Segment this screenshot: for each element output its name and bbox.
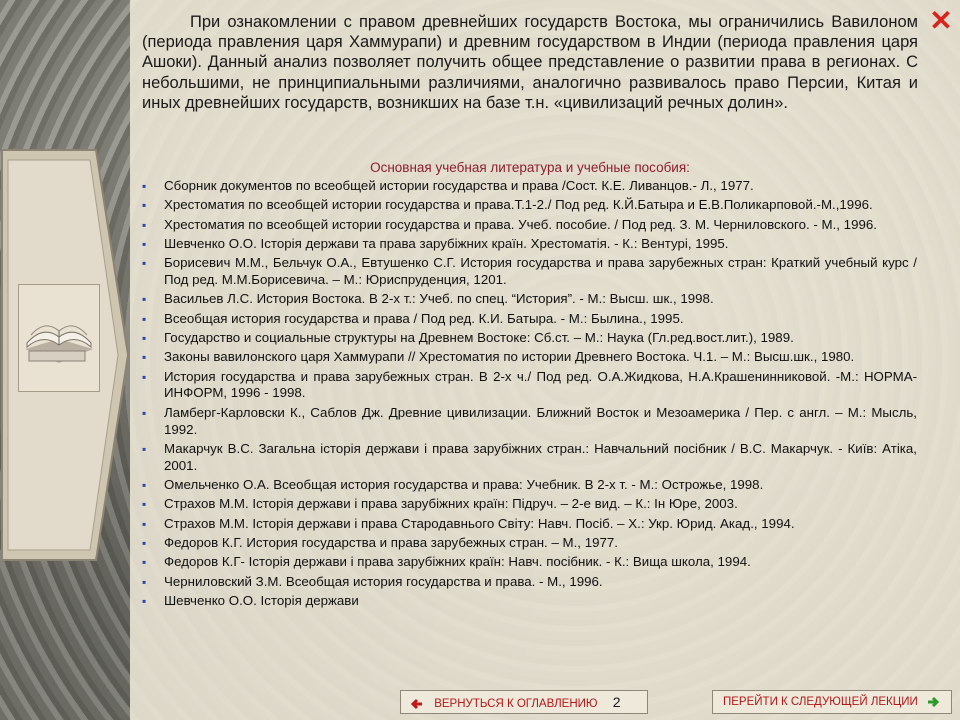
intro-paragraph: При ознакомлении с правом древнейших государств Востока, мы ограничились Вавилоном (периода правления царя Хаммурапи) и древним государством в Индии (периода правления царя Ашоки). Данный анализ позволяет получить общее представление о развитии права в регионах. С небольшими, не принципиальными различиями, аналогично развивалось право Персии, Китая и иных древнейших государств, возникших на базе т.н. «цивилизаций речных долин».	[142, 13, 918, 112]
arrow-left-icon	[409, 697, 425, 711]
list-item: ▪ Васильев Л.С. История Востока. В 2-х т.: Учеб. по спец. “История”. - М.: Высш. шк., 1998.	[142, 291, 917, 308]
next-lecture-button[interactable]	[712, 690, 952, 714]
page-fragment: 2	[612, 694, 621, 710]
list-item: ▪ Борисевич М.М., Бельчук О.А., Евтушенко С.Г. История государства и права зарубежных стран: Краткий учебный курс / Под ред. М.М.Борисевича. – М.: Юриспруденция, 1201.	[142, 255, 917, 289]
list-item: ▪ Федоров К.Г. История государства и права зарубежных стран. – М., 1977.	[142, 535, 917, 552]
list-item: ▪ Страхов М.М. Історія держави і права зарубіжних країн: Підруч. – 2-е вид. – К.: Ін Юре, 2003.	[142, 496, 917, 513]
list-item: ▪ История государства и права зарубежных стран. В 2-х ч./ Под ред. О.А.Жидкова, Н.А.Крашенинниковой. -М.: НОРМА-ИНФОРМ, 1996 - 1998.	[142, 369, 917, 403]
open-book-icon	[19, 285, 99, 391]
list-item: ▪ Ламберг-Карловски К., Саблов Дж. Древние цивилизации. Ближний Восток и Мезоамерика / Пер. с англ. – М.: Мысль, 1992.	[142, 405, 917, 439]
list-item: ▪ Шевченко О.О. Історія держави	[142, 593, 917, 610]
literature-title: Основная учебная литература и учебные пособия:	[370, 160, 690, 175]
close-icon[interactable]: ✕	[929, 5, 953, 36]
list-item: ▪ Шевченко О.О. Історія держави та права зарубіжних країн. Хрестоматія. - К.: Вентурі, 1995.	[142, 236, 917, 253]
list-item: ▪ Черниловский З.М. Всеобщая история государства и права. - М., 1996.	[142, 574, 917, 591]
list-item: ▪ Государство и социальные структуры на Древнем Востоке: Сб.ст. – М.: Наука (Гл.ред.вост.лит.), 1989.	[142, 330, 917, 347]
list-item: ▪ Сборник документов по всеобщей истории государства и права /Сост. К.Е. Ливанцов.- Л., 1977.	[142, 178, 917, 195]
list-item: ▪ Страхов М.М. Історія держави і права Стародавнього Світу: Навч. Посіб. – Х.: Укр. Юрид. Акад., 1994.	[142, 516, 917, 533]
list-item: ▪ Хрестоматия по всеобщей истории государства и права.Т.1-2./ Под ред. К.Й.Батыра и Е.В.Поликарповой.-М.,1996.	[142, 197, 917, 214]
list-item: ▪ Всеобщая история государства и права / Под ред. К.И. Батыра. - М.: Былина., 1995.	[142, 311, 917, 328]
back-to-contents-button[interactable]	[400, 690, 648, 714]
list-item: ▪ Законы вавилонского царя Хаммурапи // Хрестоматия по истории Древнего Востока. Ч.1. – М.: Высш.шк., 1980.	[142, 349, 917, 366]
list-item: ▪ Федоров К.Г- Історія держави і права зарубіжних країн: Навч. посібник. - К.: Вища школа, 1994.	[142, 554, 917, 571]
list-item: ▪ Макарчук В.С. Загальна історія держави і права зарубіжних стран.: Навчальний посібник / В.С. Макарчук. - Київ: Атіка, 2001.	[142, 441, 917, 475]
book-illustration	[18, 284, 100, 392]
list-item: ▪ Омельченко О.А. Всеобщая история государства и права: Учебник. В 2-х т. - М.: Острожье, 1998.	[142, 477, 917, 494]
list-item: ▪ Хрестоматия по всеобщей истории государства и права. Учеб. пособие. / Под ред. З. М. Черниловского. - М., 1996.	[142, 217, 917, 234]
back-label: ВЕРНУТЬСЯ К ОГЛАВЛЕНИЮ	[434, 698, 598, 710]
arrow-right-icon	[925, 695, 941, 709]
next-label: ПЕРЕЙТИ К СЛЕДУЮЩЕЙ ЛЕКЦИИ	[723, 696, 918, 708]
literature-list	[142, 178, 917, 612]
